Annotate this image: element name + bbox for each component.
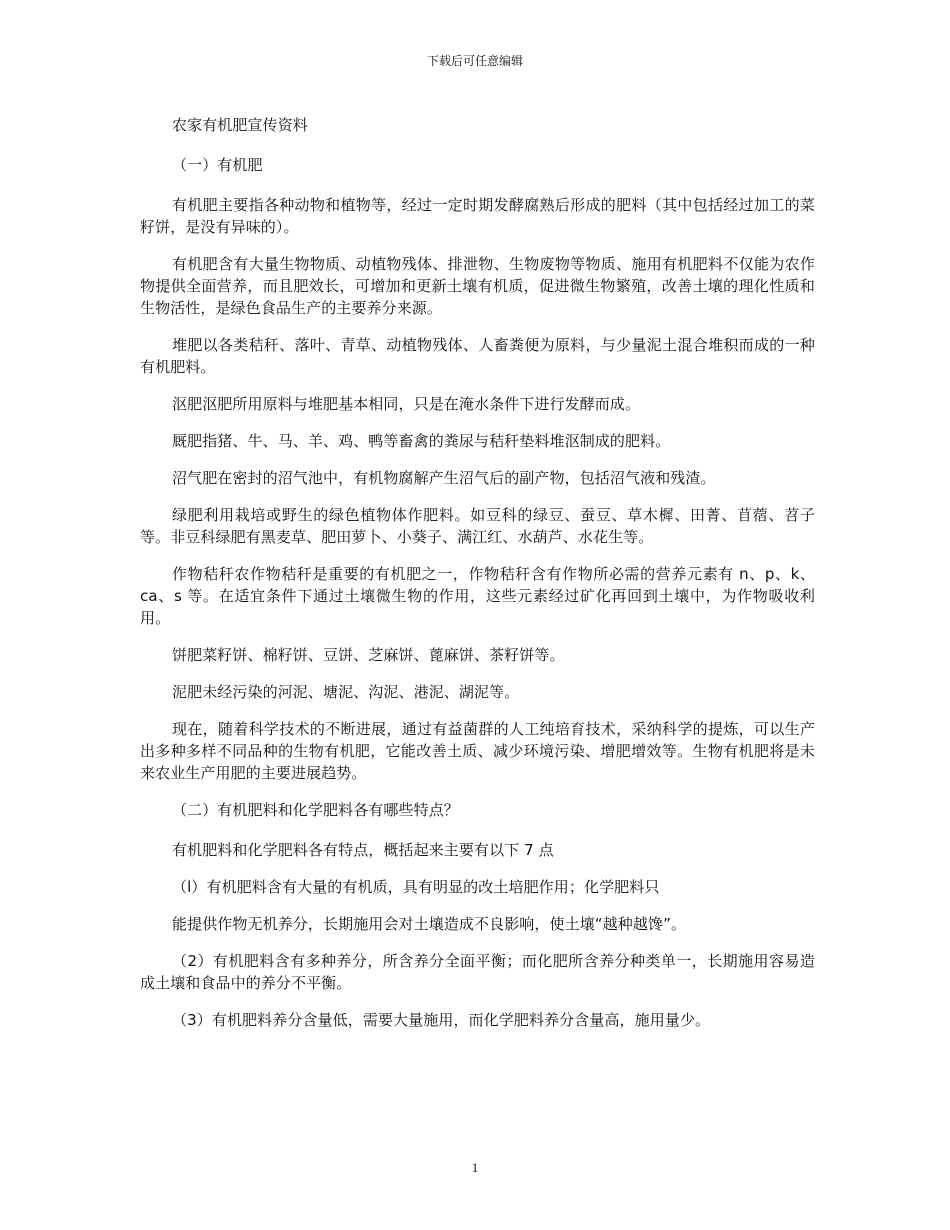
paragraph: 作物秸秆农作物秸秆是重要的有机肥之一，作物秸秆含有作物所必需的营养元素有 n、p、k、ca、s 等。在适宜条件下通过土壤微生物的作用，这些元素经过矿化再回到土壤中，为作物吸收利用。 — [140, 565, 815, 627]
document-title: 农家有机肥宣传资料 — [172, 116, 308, 134]
paragraph: 堆肥以各类秸秆、落叶、青草、动植物残体、人畜粪便为原料，与少量泥土混合堆积而成的一种有机肥料。 — [140, 336, 815, 376]
section-heading-2: （二）有机肥料和化学肥料各有哪些特点？ — [172, 801, 459, 819]
paragraph: 有机肥料和化学肥料各有特点，概括起来主要有以下 7 点 — [172, 841, 554, 859]
paragraph: 饼肥菜籽饼、棉籽饼、豆饼、芝麻饼、蓖麻饼、茶籽饼等。 — [172, 646, 565, 664]
document-body — [140, 114, 815, 1046]
paragraph: （2）有机肥料含有多种养分，所含养分全面平衡；而化肥所含养分种类单一，长期施用容易造成土壤和食品中的养分不平衡。 — [140, 952, 815, 992]
paragraph: 能提供作物无机养分，长期施用会对土壤造成不良影响，使土壤“越种越馋”。 — [172, 915, 687, 933]
paragraph: 厩肥指猪、牛、马、羊、鸡、鸭等畜禽的粪尿与秸秆垫料堆沤制成的肥料。 — [172, 432, 671, 450]
paragraph: 沼气肥在密封的沼气池中，有机物腐解产生沼气后的副产物，包括沼气液和残渣。 — [172, 469, 716, 487]
paragraph: 有机肥主要指各种动物和植物等，经过一定时期发酵腐熟后形成的肥料（其中包括经过加工的菜籽饼，是没有异味的）。 — [140, 196, 815, 236]
paragraph: （l）有机肥料含有大量的有机质，具有明显的改土培肥作用；化学肥料只 — [172, 878, 660, 896]
paragraph: 现在，随着科学技术的不断进展，通过有益菌群的人工纯培育技术，采纳科学的提炼，可以生产出多种多样不同品种的生物有机肥，它能改善土质、减少环境污染、增肥增效等。生物有机肥将是未来农业生产用肥的主要进展趋势。 — [140, 720, 815, 782]
page-number: 1 — [471, 1160, 479, 1175]
section-heading-1: （一）有机肥 — [172, 156, 263, 174]
paragraph: （3）有机肥料养分含量低，需要大量施用，而化学肥料养分含量高，施用量少。 — [172, 1011, 711, 1029]
header-note: 下载后可任意编辑 — [426, 54, 523, 68]
paragraph: 有机肥含有大量生物物质、动植物残体、排泄物、生物废物等物质、施用有机肥料不仅能为农作物提供全面营养，而且肥效长，可增加和更新土壤有机质，促进微生物繁殖，改善土壤的理化性质和生物活性，是绿色食品生产的主要养分来源。 — [140, 255, 815, 317]
paragraph: 泥肥未经污染的河泥、塘泥、沟泥、港泥、湖泥等。 — [172, 683, 520, 701]
paragraph: 绿肥利用栽培或野生的绿色植物体作肥料。如豆科的绿豆、蚕豆、草木樨、田菁、苜蓿、苕子等。非豆科绿肥有黑麦草、肥田萝卜、小葵子、满江红、水葫芦、水花生等。 — [140, 506, 815, 546]
paragraph: 沤肥沤肥所用原料与堆肥基本相同，只是在淹水条件下进行发酵而成。 — [172, 395, 641, 413]
